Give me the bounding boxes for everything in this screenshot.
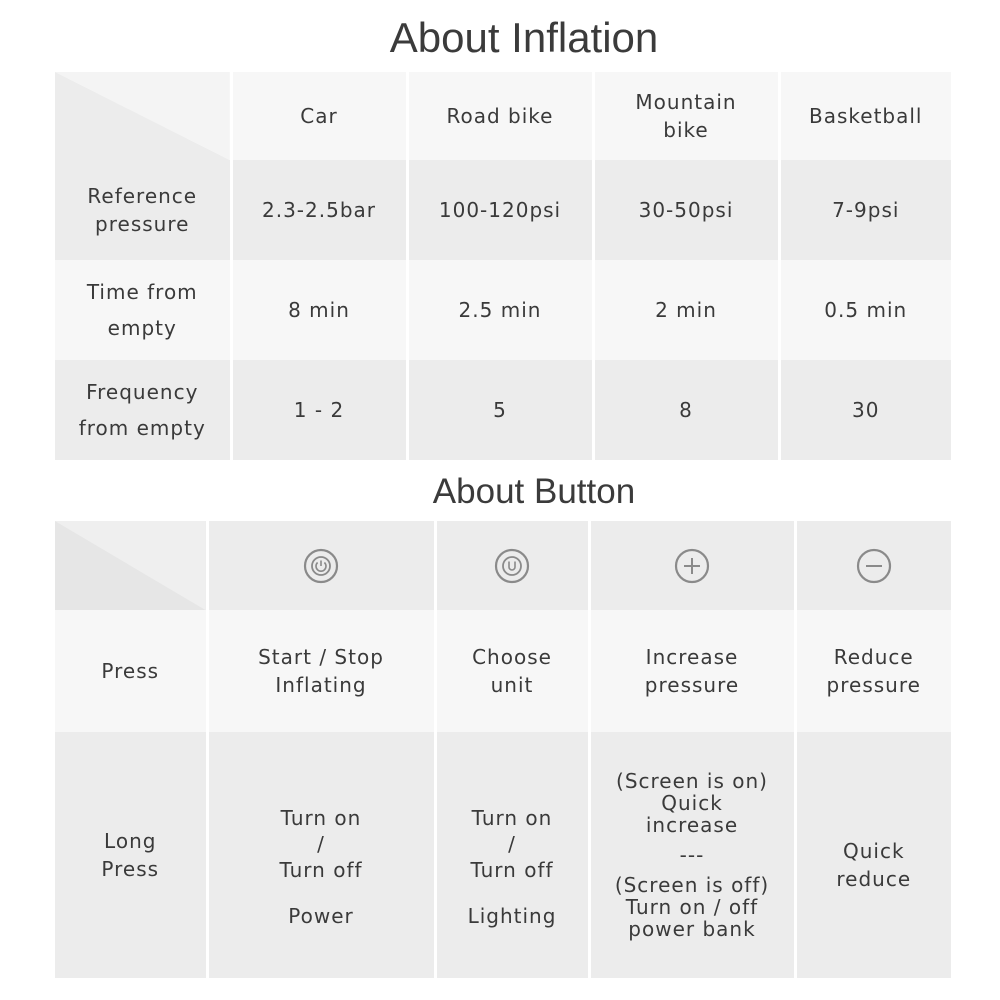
column-header-road-bike: Road bike (407, 72, 593, 160)
unit-column-header (435, 521, 589, 610)
row-label: Time from empty (55, 260, 231, 360)
cell-value: Increase pressure (589, 610, 795, 732)
plus-icon (674, 548, 710, 584)
cell-value: 0.5 min (779, 260, 951, 360)
corner-cell (55, 72, 231, 160)
cell-value: (Screen is on) Quick increase --- (Screen is off) Turn on / off power bank (589, 732, 795, 978)
row-label: Press (55, 610, 207, 732)
row-label: Reference pressure (55, 160, 231, 260)
column-header-mountain-bike: Mountain bike (593, 72, 779, 160)
row-frequency-from-empty (55, 360, 951, 460)
cell-value: 30 (779, 360, 951, 460)
cell-value: 1 - 2 (231, 360, 407, 460)
column-header-car: Car (231, 72, 407, 160)
row-long-press (55, 732, 951, 978)
plus-column-header (589, 521, 795, 610)
cell-value: 2.3-2.5bar (231, 160, 407, 260)
inflation-header-row (55, 72, 951, 160)
cell-value: Quick reduce (795, 732, 951, 978)
row-label: Long Press (55, 732, 207, 978)
cell-value: 8 min (231, 260, 407, 360)
cell-value: 2 min (593, 260, 779, 360)
inflation-table (55, 72, 951, 460)
minus-icon (856, 548, 892, 584)
cell-value: 30-50psi (593, 160, 779, 260)
cell-value: Reduce pressure (795, 610, 951, 732)
cell-value: Turn on / Turn off Lighting (435, 732, 589, 978)
cell-value: 5 (407, 360, 593, 460)
row-time-from-empty (55, 260, 951, 360)
cell-value: 7-9psi (779, 160, 951, 260)
cell-value: 8 (593, 360, 779, 460)
column-header-basketball: Basketball (779, 72, 951, 160)
row-label: Frequency from empty (55, 360, 231, 460)
button-header-row (55, 521, 951, 610)
minus-column-header (795, 521, 951, 610)
cell-value: 100-120psi (407, 160, 593, 260)
inflation-title: About Inflation (389, 14, 659, 61)
power-icon (303, 548, 339, 584)
row-press (55, 610, 951, 732)
cell-value: 2.5 min (407, 260, 593, 360)
cell-value: Turn on / Turn off Power (207, 732, 435, 978)
button-title: About Button (432, 472, 636, 511)
button-table (55, 521, 951, 978)
corner-cell (55, 521, 207, 610)
cell-value: Start / Stop Inflating (207, 610, 435, 732)
power-column-header (207, 521, 435, 610)
unit-icon (494, 548, 530, 584)
row-reference-pressure (55, 160, 951, 260)
cell-value: Choose unit (435, 610, 589, 732)
